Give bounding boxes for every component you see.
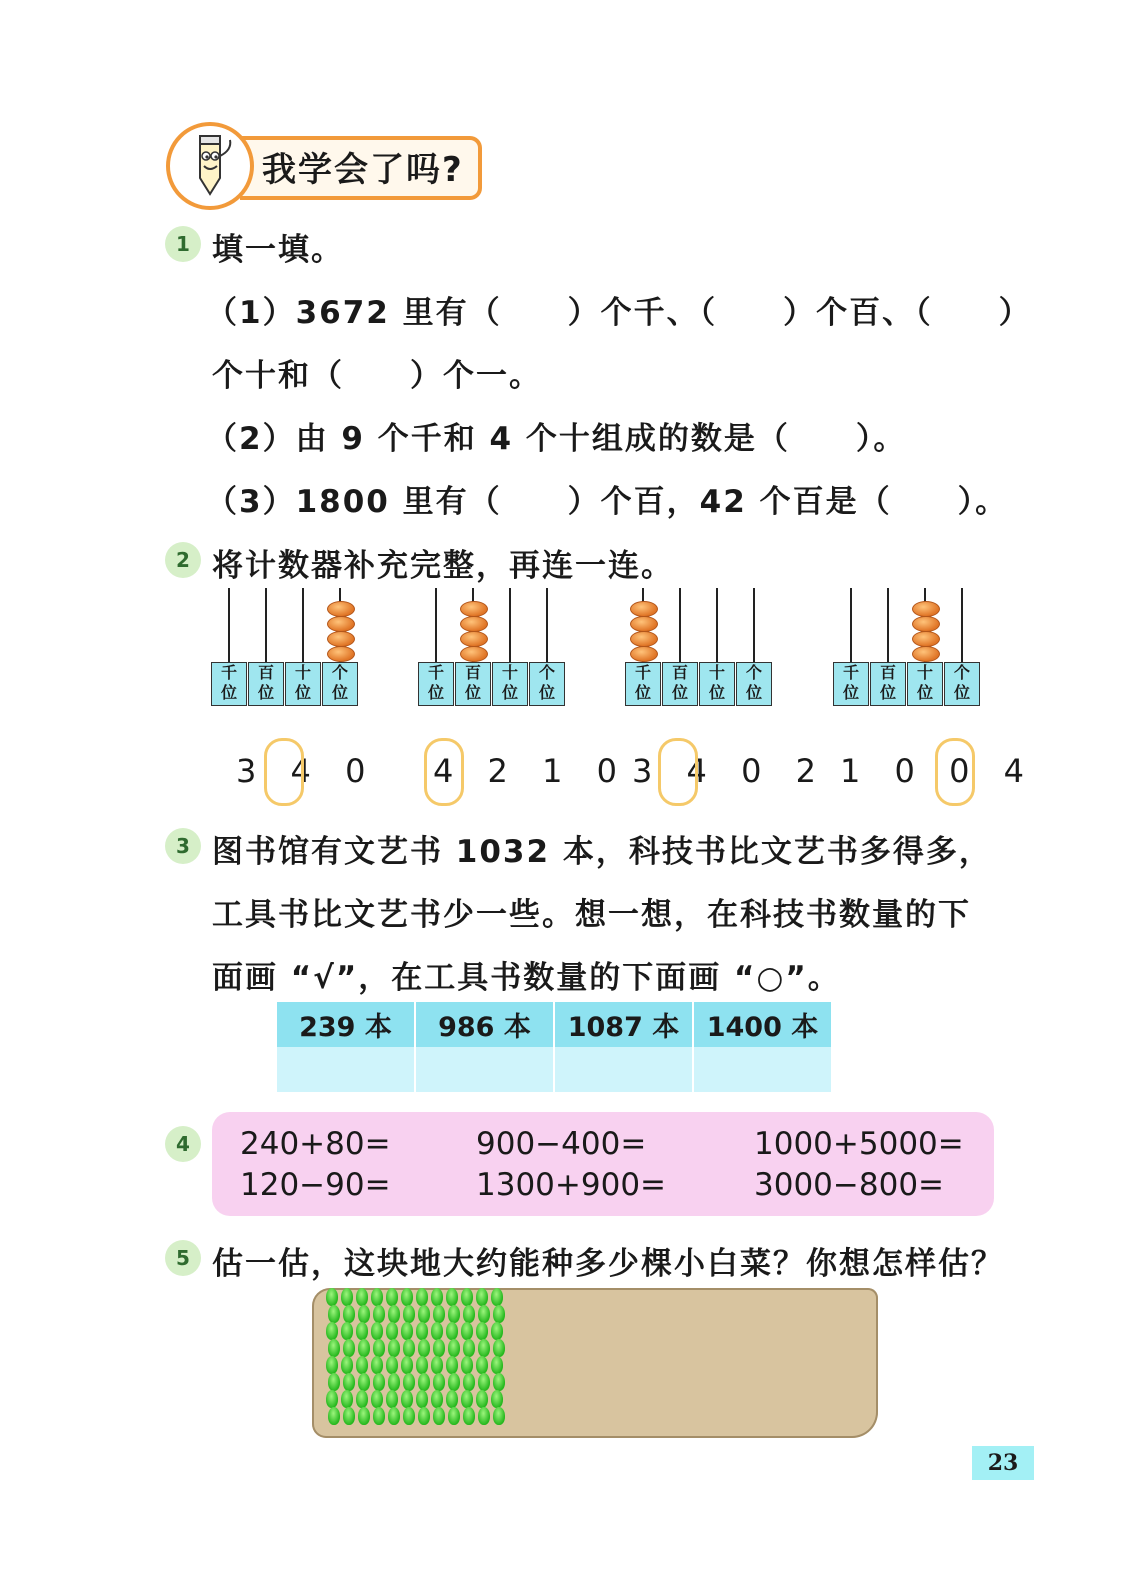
place-value-label: [662, 662, 698, 706]
cabbage-icon: [416, 1390, 428, 1408]
place-value-label: [907, 662, 943, 706]
cabbage-icon: [403, 1339, 415, 1357]
highlight-oval: [658, 738, 698, 806]
cabbage-icon: [358, 1373, 370, 1391]
cabbage-icon: [416, 1322, 428, 1340]
cabbage-icon: [373, 1339, 385, 1357]
counter-bead: [630, 601, 658, 617]
answer-cell[interactable]: [693, 1047, 832, 1092]
cabbage-icon: [403, 1305, 415, 1323]
cabbage-icon: [403, 1373, 415, 1391]
place-value-label: [625, 662, 661, 706]
cabbage-icon: [328, 1407, 340, 1425]
cabbage-icon: [433, 1305, 445, 1323]
cabbage-icon: [326, 1322, 338, 1340]
place-label-bottom: 位: [501, 683, 518, 702]
counter-bead: [327, 601, 355, 617]
cabbage-icon: [388, 1373, 400, 1391]
q1-line1: （1）3672 里有（ ）个千、（ ）个百、（ ）: [206, 295, 1032, 331]
place-label-top: 百: [257, 663, 274, 682]
counter-rod: [435, 588, 437, 662]
cabbage-icon: [493, 1373, 505, 1391]
answer-cell[interactable]: [415, 1047, 554, 1092]
cabbage-icon: [448, 1407, 460, 1425]
cabbage-icon: [478, 1339, 490, 1357]
counter-rod: [302, 588, 304, 662]
cabbage-icon: [371, 1390, 383, 1408]
question-number-5: 5: [165, 1240, 201, 1276]
cabbage-icon: [448, 1373, 460, 1391]
cabbage-icon: [418, 1373, 430, 1391]
cabbage-icon: [371, 1322, 383, 1340]
place-label-bottom: 位: [538, 683, 555, 702]
counter-bead: [327, 646, 355, 662]
place-label-top: 个: [538, 663, 555, 682]
place-label-top: 十: [501, 663, 518, 682]
counter-bead: [630, 631, 658, 647]
calc-item: 1300+900=: [476, 1167, 667, 1203]
counter-rod: [679, 588, 681, 662]
place-value-label: [322, 662, 358, 706]
cabbage-icon: [461, 1288, 473, 1306]
cabbage-icon: [401, 1322, 413, 1340]
highlight-oval: [935, 738, 975, 806]
calc-item: 240+80=: [240, 1126, 391, 1162]
cabbage-icon: [343, 1305, 355, 1323]
counter-rod: [546, 588, 548, 662]
place-label-bottom: 位: [634, 683, 651, 702]
place-label-top: 个: [745, 663, 762, 682]
counter-rod: [850, 588, 852, 662]
cabbage-icon: [478, 1305, 490, 1323]
cabbage-icon: [343, 1407, 355, 1425]
cabbage-icon: [326, 1390, 338, 1408]
q3-line2: 工具书比文艺书少一些。想一想，在科技书数量的下: [212, 897, 971, 933]
counter-abacus: [211, 588, 359, 738]
cabbage-icon: [491, 1356, 503, 1374]
cabbage-icon: [386, 1356, 398, 1374]
q3-line3: 面画 “√”，在工具书数量的下面画 “○”。: [212, 960, 841, 996]
cabbage-icon: [341, 1288, 353, 1306]
number-option-1: 3 4 0: [236, 752, 378, 790]
cabbage-icon: [403, 1407, 415, 1425]
cabbage-icon: [431, 1322, 443, 1340]
place-label-top: 十: [708, 663, 725, 682]
cabbage-icon: [478, 1373, 490, 1391]
cabbage-icon: [491, 1288, 503, 1306]
counter-abacus: [418, 588, 566, 738]
q1-line2: （2）由 9 个千和 4 个十组成的数是（ ）。: [206, 421, 907, 457]
cabbage-icon: [431, 1390, 443, 1408]
place-label-top: 千: [842, 663, 859, 682]
place-label-top: 十: [294, 663, 311, 682]
place-label-bottom: 位: [953, 683, 970, 702]
counter-bead: [630, 646, 658, 662]
counter-bead: [327, 631, 355, 647]
cabbage-icon: [356, 1288, 368, 1306]
table-header-cell: 1087 本: [554, 1002, 693, 1047]
place-label-bottom: 位: [464, 683, 481, 702]
counter-bead: [630, 616, 658, 632]
counter-rod: [887, 588, 889, 662]
cabbage-icon: [341, 1322, 353, 1340]
place-label-top: 个: [331, 663, 348, 682]
counter-abacus: [833, 588, 981, 738]
answer-cell[interactable]: [277, 1047, 415, 1092]
place-value-label: [736, 662, 772, 706]
counter-rod: [753, 588, 755, 662]
place-label-top: 十: [916, 663, 933, 682]
place-label-top: 个: [953, 663, 970, 682]
cabbage-icon: [461, 1356, 473, 1374]
q5-text: 估一估，这块地大约能种多少棵小白菜？你想怎样估？: [212, 1246, 1004, 1282]
cabbage-icon: [431, 1356, 443, 1374]
table-header-cell: 239 本: [277, 1002, 415, 1047]
highlight-oval: [424, 738, 464, 806]
cabbage-icon: [448, 1305, 460, 1323]
place-label-top: 千: [427, 663, 444, 682]
highlight-oval: [264, 738, 304, 806]
cabbage-icon: [386, 1322, 398, 1340]
place-label-top: 千: [220, 663, 237, 682]
place-label-top: 百: [464, 663, 481, 682]
counter-rod: [961, 588, 963, 662]
cabbage-icon: [433, 1407, 445, 1425]
cabbage-icon: [463, 1339, 475, 1357]
q1-line1b: 个十和（ ）个一。: [212, 358, 542, 394]
answer-cell[interactable]: [554, 1047, 693, 1092]
place-value-label: [492, 662, 528, 706]
number-option-4: 1 0 0 4: [840, 752, 1036, 790]
cabbage-icon: [463, 1305, 475, 1323]
cabbage-icon: [493, 1407, 505, 1425]
cabbage-icon: [418, 1407, 430, 1425]
cabbage-icon: [356, 1390, 368, 1408]
cabbage-icon: [446, 1288, 458, 1306]
cabbage-icon: [401, 1390, 413, 1408]
page-number: 23: [972, 1446, 1034, 1480]
cabbage-icon: [341, 1356, 353, 1374]
cabbage-icon: [328, 1305, 340, 1323]
place-value-label: [211, 662, 247, 706]
cabbage-icon: [373, 1373, 385, 1391]
cabbage-icon: [358, 1339, 370, 1357]
cabbage-icon: [463, 1407, 475, 1425]
question-number-2: 2: [165, 542, 201, 578]
cabbage-icon: [418, 1339, 430, 1357]
cabbage-icon: [476, 1288, 488, 1306]
place-label-bottom: 位: [257, 683, 274, 702]
counter-bead: [460, 601, 488, 617]
calc-item: 900−400=: [476, 1126, 647, 1162]
cabbage-icon: [491, 1390, 503, 1408]
cabbage-icon: [328, 1373, 340, 1391]
place-label-bottom: 位: [331, 683, 348, 702]
calc-item: 120−90=: [240, 1167, 391, 1203]
cabbage-icon: [416, 1356, 428, 1374]
cabbage-icon: [476, 1356, 488, 1374]
place-value-label: [833, 662, 869, 706]
place-label-bottom: 位: [294, 683, 311, 702]
question-number-1: 1: [165, 226, 201, 262]
cabbage-icon: [388, 1339, 400, 1357]
counter-bead: [460, 616, 488, 632]
q1-title: 填一填。: [212, 232, 344, 268]
cabbage-icon: [463, 1373, 475, 1391]
counter-bead: [460, 646, 488, 662]
table-header-cell: 986 本: [415, 1002, 554, 1047]
table-header-cell: 1400 本: [693, 1002, 832, 1047]
cabbage-icon: [358, 1305, 370, 1323]
cabbage-icon: [356, 1356, 368, 1374]
cabbage-patch: [320, 1284, 510, 1432]
cabbage-icon: [478, 1407, 490, 1425]
cabbage-icon: [371, 1288, 383, 1306]
counter-bead: [327, 616, 355, 632]
counter-rod: [716, 588, 718, 662]
cabbage-icon: [373, 1305, 385, 1323]
place-label-bottom: 位: [708, 683, 725, 702]
place-label-bottom: 位: [745, 683, 762, 702]
cabbage-icon: [461, 1322, 473, 1340]
cabbage-icon: [386, 1390, 398, 1408]
place-label-bottom: 位: [427, 683, 444, 702]
place-label-bottom: 位: [879, 683, 896, 702]
counter-bead: [912, 601, 940, 617]
q3-line1: 图书馆有文艺书 1032 本，科技书比文艺书多得多，: [212, 834, 992, 870]
cabbage-icon: [493, 1305, 505, 1323]
place-label-top: 百: [879, 663, 896, 682]
cabbage-icon: [493, 1339, 505, 1357]
cabbage-icon: [401, 1356, 413, 1374]
pencil-mascot-icon: [166, 122, 254, 210]
cabbage-icon: [433, 1373, 445, 1391]
cabbage-icon: [341, 1390, 353, 1408]
place-label-bottom: 位: [671, 683, 688, 702]
place-label-bottom: 位: [220, 683, 237, 702]
counter-bead: [912, 646, 940, 662]
place-value-label: [418, 662, 454, 706]
cabbage-icon: [446, 1322, 458, 1340]
book-count-table: [277, 1002, 833, 1092]
cabbage-icon: [433, 1339, 445, 1357]
place-value-label: [699, 662, 735, 706]
cabbage-icon: [328, 1339, 340, 1357]
q1-line3: （3）1800 里有（ ）个百，42 个百是（ ）。: [206, 484, 1009, 520]
question-number-3: 3: [165, 828, 201, 864]
cabbage-icon: [371, 1356, 383, 1374]
calc-item: 1000+5000=: [754, 1126, 964, 1162]
cabbage-icon: [401, 1288, 413, 1306]
cabbage-icon: [388, 1407, 400, 1425]
place-value-label: [285, 662, 321, 706]
counter-abacus: [625, 588, 773, 738]
cabbage-icon: [418, 1305, 430, 1323]
number-option-3: 3 4 0 2: [632, 752, 828, 790]
cabbage-icon: [356, 1322, 368, 1340]
cabbage-icon: [326, 1356, 338, 1374]
place-label-top: 千: [634, 663, 651, 682]
cabbage-icon: [431, 1288, 443, 1306]
cabbage-icon: [343, 1373, 355, 1391]
cabbage-icon: [476, 1322, 488, 1340]
number-option-2: 4 2 1 0: [433, 752, 629, 790]
q2-title: 将计数器补充完整，再连一连。: [212, 548, 674, 584]
cabbage-icon: [358, 1407, 370, 1425]
place-label-bottom: 位: [842, 683, 859, 702]
place-value-label: [529, 662, 565, 706]
place-value-label: [455, 662, 491, 706]
counter-rod: [228, 588, 230, 662]
cabbage-icon: [491, 1322, 503, 1340]
counter-bead: [912, 631, 940, 647]
cabbage-icon: [416, 1288, 428, 1306]
place-value-label: [870, 662, 906, 706]
cabbage-icon: [386, 1288, 398, 1306]
place-label-top: 百: [671, 663, 688, 682]
counter-bead: [912, 616, 940, 632]
cabbage-icon: [343, 1339, 355, 1357]
cabbage-icon: [461, 1390, 473, 1408]
page-title: 我学会了吗?: [262, 150, 464, 190]
cabbage-icon: [373, 1407, 385, 1425]
cabbage-icon: [388, 1305, 400, 1323]
place-label-bottom: 位: [916, 683, 933, 702]
cabbage-icon: [446, 1390, 458, 1408]
counter-bead: [460, 631, 488, 647]
cabbage-icon: [448, 1339, 460, 1357]
question-number-4: 4: [165, 1126, 201, 1162]
counter-rod: [509, 588, 511, 662]
cabbage-icon: [446, 1356, 458, 1374]
counter-rod: [265, 588, 267, 662]
cabbage-icon: [476, 1390, 488, 1408]
calc-item: 3000−800=: [754, 1167, 945, 1203]
place-value-label: [944, 662, 980, 706]
place-value-label: [248, 662, 284, 706]
cabbage-icon: [326, 1288, 338, 1306]
